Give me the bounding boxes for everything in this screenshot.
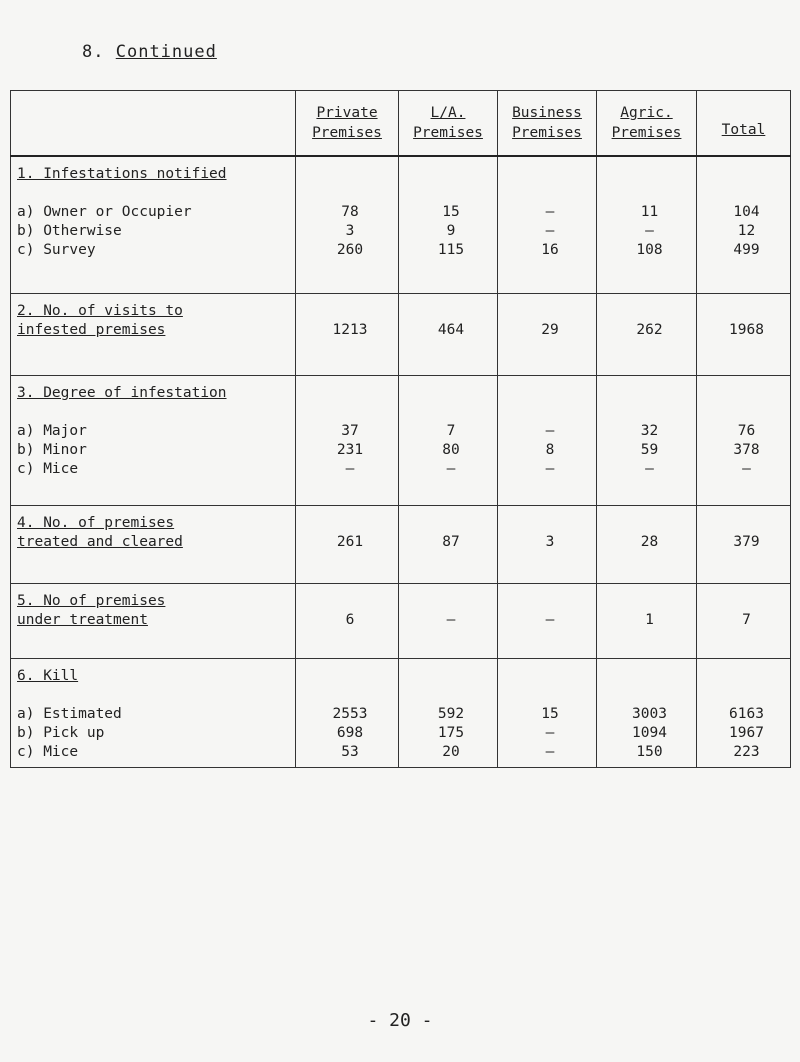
cell-value: 379 [733, 533, 760, 550]
row-label: c) Survey [17, 242, 96, 258]
section-row [11, 293, 791, 376]
cell-value: 175 [437, 724, 465, 741]
cell-value: 1213 [332, 321, 368, 338]
cell-value: 53 [341, 743, 359, 760]
cell-value: – [545, 204, 555, 220]
cell-value: 15 [541, 705, 559, 722]
cell-value: 592 [437, 705, 465, 722]
section-row [11, 505, 791, 584]
value-cell [296, 584, 399, 659]
cell-value: – [645, 223, 654, 239]
cell-value: 32 [640, 423, 659, 440]
cell-value: – [545, 223, 555, 239]
value-cell [399, 658, 498, 767]
value-cell [498, 376, 597, 505]
section-row [11, 584, 791, 659]
value-cell [697, 293, 791, 376]
cell-value: 1968 [729, 321, 764, 338]
cell-value: – [742, 461, 751, 478]
section-label [11, 293, 296, 376]
header-blank [11, 91, 296, 157]
cell-value: 104 [733, 204, 760, 220]
section-title-line: 5. No of premises [17, 593, 166, 610]
section-title-line: under treatment [17, 612, 148, 629]
col-header-agric: Agric. Premises [597, 91, 697, 157]
row-label: c) Mice [17, 743, 79, 760]
section-title-line: 4. No. of premises [17, 514, 175, 531]
row-label: b) Otherwise [17, 223, 122, 239]
cell-value: 1094 [632, 724, 667, 741]
section-label [11, 156, 296, 293]
value-cell [697, 156, 791, 293]
cell-value: 28 [640, 533, 659, 550]
value-cell [296, 293, 399, 376]
page-heading [82, 42, 217, 62]
header-row [11, 91, 791, 157]
value-cell [597, 658, 697, 767]
infestation-table [10, 90, 791, 768]
cell-value: 7 [742, 612, 751, 629]
cell-value: 3 [545, 533, 555, 550]
cell-value: – [446, 612, 456, 629]
table-body [11, 156, 791, 768]
cell-value: 3 [345, 223, 355, 239]
value-cell [296, 156, 399, 293]
value-cell [697, 376, 791, 505]
cell-value: 108 [636, 242, 663, 258]
cell-value: 3003 [632, 705, 667, 722]
cell-value: – [545, 423, 555, 440]
cell-value: 15 [442, 204, 460, 220]
row-label: a) Owner or Occupier [17, 204, 192, 220]
cell-value: 9 [446, 223, 456, 239]
cell-value: 2553 [332, 705, 368, 722]
cell-value: 261 [336, 533, 364, 550]
cell-value: 1 [645, 612, 654, 629]
cell-value: 80 [442, 442, 460, 459]
value-cell [597, 505, 697, 584]
value-cell [296, 505, 399, 584]
col-header-total: Total [697, 91, 791, 157]
cell-value: 698 [336, 724, 364, 741]
section-row [11, 658, 791, 767]
value-cell [597, 376, 697, 505]
cell-value: 260 [336, 242, 364, 258]
cell-value: 6163 [729, 705, 764, 722]
row-label: b) Minor [17, 442, 87, 459]
section-title-line: 6. Kill [17, 667, 79, 684]
section-row [11, 376, 791, 505]
cell-value: – [545, 743, 555, 760]
cell-value: 499 [733, 242, 760, 258]
section-title-line: 3. Degree of infestation [17, 385, 227, 402]
value-cell [597, 156, 697, 293]
cell-value: 87 [442, 533, 460, 550]
row-label: c) Mice [17, 461, 79, 478]
cell-value: – [345, 461, 355, 478]
section-label [11, 658, 296, 767]
value-cell [399, 293, 498, 376]
cell-value: 150 [636, 743, 663, 760]
cell-value: – [545, 724, 555, 741]
cell-value: 115 [437, 242, 465, 258]
cell-value: 1967 [729, 724, 764, 741]
cell-value: – [645, 461, 654, 478]
cell-value: 8 [545, 442, 555, 459]
section-label [11, 505, 296, 584]
value-cell [296, 658, 399, 767]
cell-value: 78 [341, 204, 359, 220]
col-header-business: Business Premises [498, 91, 597, 157]
cell-value: 76 [737, 423, 756, 440]
row-label: a) Major [17, 423, 87, 440]
row-label: a) Estimated [17, 705, 122, 722]
value-cell [697, 658, 791, 767]
cell-value: 6 [345, 612, 355, 629]
value-cell [399, 505, 498, 584]
value-cell [498, 584, 597, 659]
cell-value: 464 [437, 321, 465, 338]
value-cell [597, 584, 697, 659]
cell-value: 231 [336, 442, 364, 459]
cell-value: 29 [541, 321, 559, 338]
cell-value: – [545, 461, 555, 478]
cell-value: – [545, 612, 555, 629]
col-header-private: Private Premises [296, 91, 399, 157]
value-cell [498, 156, 597, 293]
section-title-line: treated and cleared [17, 533, 183, 550]
section-title-line: 2. No. of visits to [17, 302, 183, 319]
section-title-line: infested premises [17, 321, 166, 338]
section-title-line: 1. Infestations notified [17, 166, 227, 182]
page-number: - 20 - [367, 1010, 433, 1031]
value-cell [296, 376, 399, 505]
value-cell [498, 505, 597, 584]
section-label [11, 584, 296, 659]
cell-value: 20 [442, 743, 460, 760]
value-cell [597, 293, 697, 376]
value-cell [399, 584, 498, 659]
value-cell [399, 376, 498, 505]
value-cell [697, 505, 791, 584]
value-cell [498, 658, 597, 767]
value-cell [399, 156, 498, 293]
cell-value: 12 [737, 223, 756, 239]
cell-value: 59 [640, 442, 659, 459]
section-row [11, 156, 791, 293]
section-label [11, 376, 296, 505]
cell-value: 223 [733, 743, 760, 760]
value-cell [697, 584, 791, 659]
cell-value: 7 [446, 423, 456, 440]
heading-number: 8. [82, 42, 105, 62]
cell-value: 37 [341, 423, 359, 440]
heading-title: Continued [115, 42, 217, 62]
cell-value: 378 [733, 442, 760, 459]
row-label: b) Pick up [17, 724, 105, 741]
cell-value: – [446, 461, 456, 478]
cell-value: 11 [640, 204, 659, 220]
value-cell [498, 293, 597, 376]
col-header-la: L/A. Premises [399, 91, 498, 157]
cell-value: 262 [636, 321, 663, 338]
cell-value: 16 [541, 242, 559, 258]
